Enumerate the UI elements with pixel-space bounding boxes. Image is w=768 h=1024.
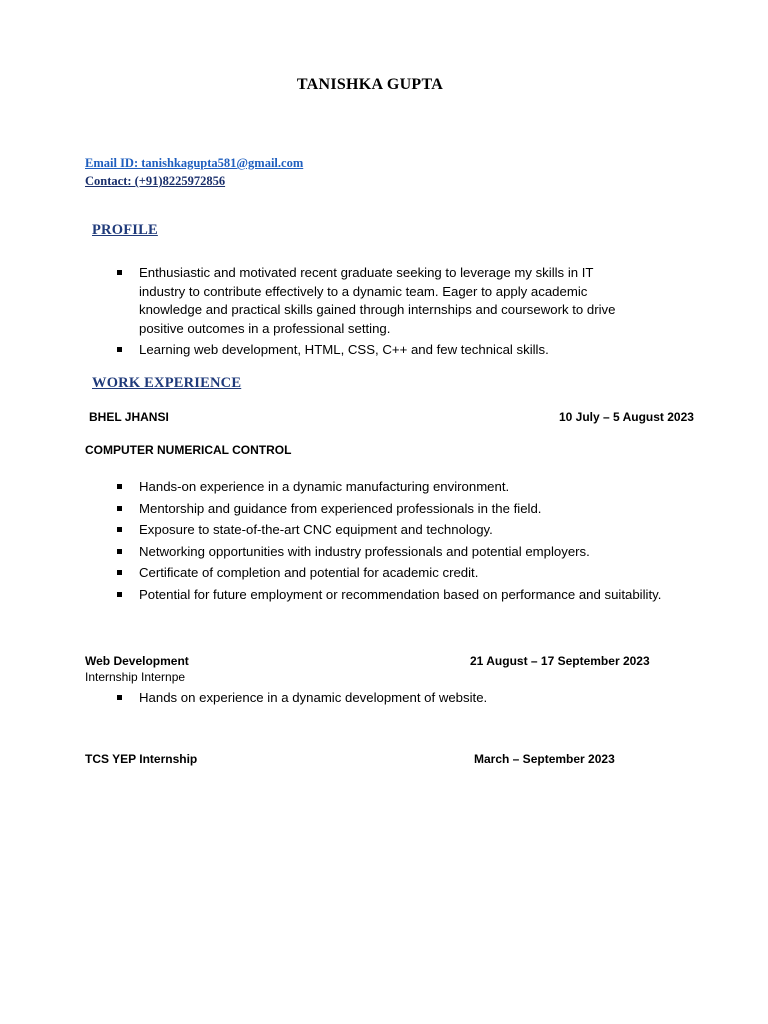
job-company: BHEL JHANSI [89, 410, 169, 424]
profile-item: Enthusiastic and motivated recent graduate seeking to leverage my skills in IT industry to contribute effectively to a dynamic team. Eager to apply academic knowledge and practical skills gained through internships and coursework to drive positive outcomes in a professional setting. [116, 264, 628, 338]
job-duty-item: Mentorship and guidance from experienced professionals in the field. [116, 500, 626, 519]
job-duty-item: Potential for future employment or recommendation based on performance and suitability. [116, 586, 626, 605]
job-dates: 10 July – 5 August 2023 [559, 410, 694, 424]
work-experience-heading: WORK EXPERIENCE [92, 375, 242, 391]
job-duty-item: Certificate of completion and potential for academic credit. [116, 564, 626, 583]
job-role: Internship Internpe [85, 670, 186, 684]
job-duty-item: Hands on experience in a dynamic development of website. [116, 689, 656, 708]
email-link[interactable]: Email ID: tanishkagupta581@gmail.com [85, 156, 304, 170]
job-company: TCS YEP Internship [85, 752, 198, 766]
profile-list [116, 264, 628, 363]
job-role: COMPUTER NUMERICAL CONTROL [85, 443, 292, 457]
job-company: Web Development [85, 654, 189, 668]
profile-heading: PROFILE [92, 222, 158, 238]
profile-item: Learning web development, HTML, CSS, C++ and few technical skills. [116, 341, 628, 360]
job-duty-item: Exposure to state-of-the-art CNC equipment and technology. [116, 521, 626, 540]
contact-phone-link[interactable]: Contact: (+91)8225972856 [85, 174, 226, 188]
candidate-name: TANISHKA GUPTA [296, 76, 444, 93]
job-dates: 21 August – 17 September 2023 [470, 654, 650, 668]
job-duties-list [116, 478, 662, 607]
job-dates: March – September 2023 [474, 752, 615, 766]
job-duties-list [116, 689, 656, 711]
job-duty-item: Networking opportunities with industry professionals and potential employers. [116, 543, 626, 562]
job-duty-item: Hands-on experience in a dynamic manufacturing environment. [116, 478, 626, 497]
